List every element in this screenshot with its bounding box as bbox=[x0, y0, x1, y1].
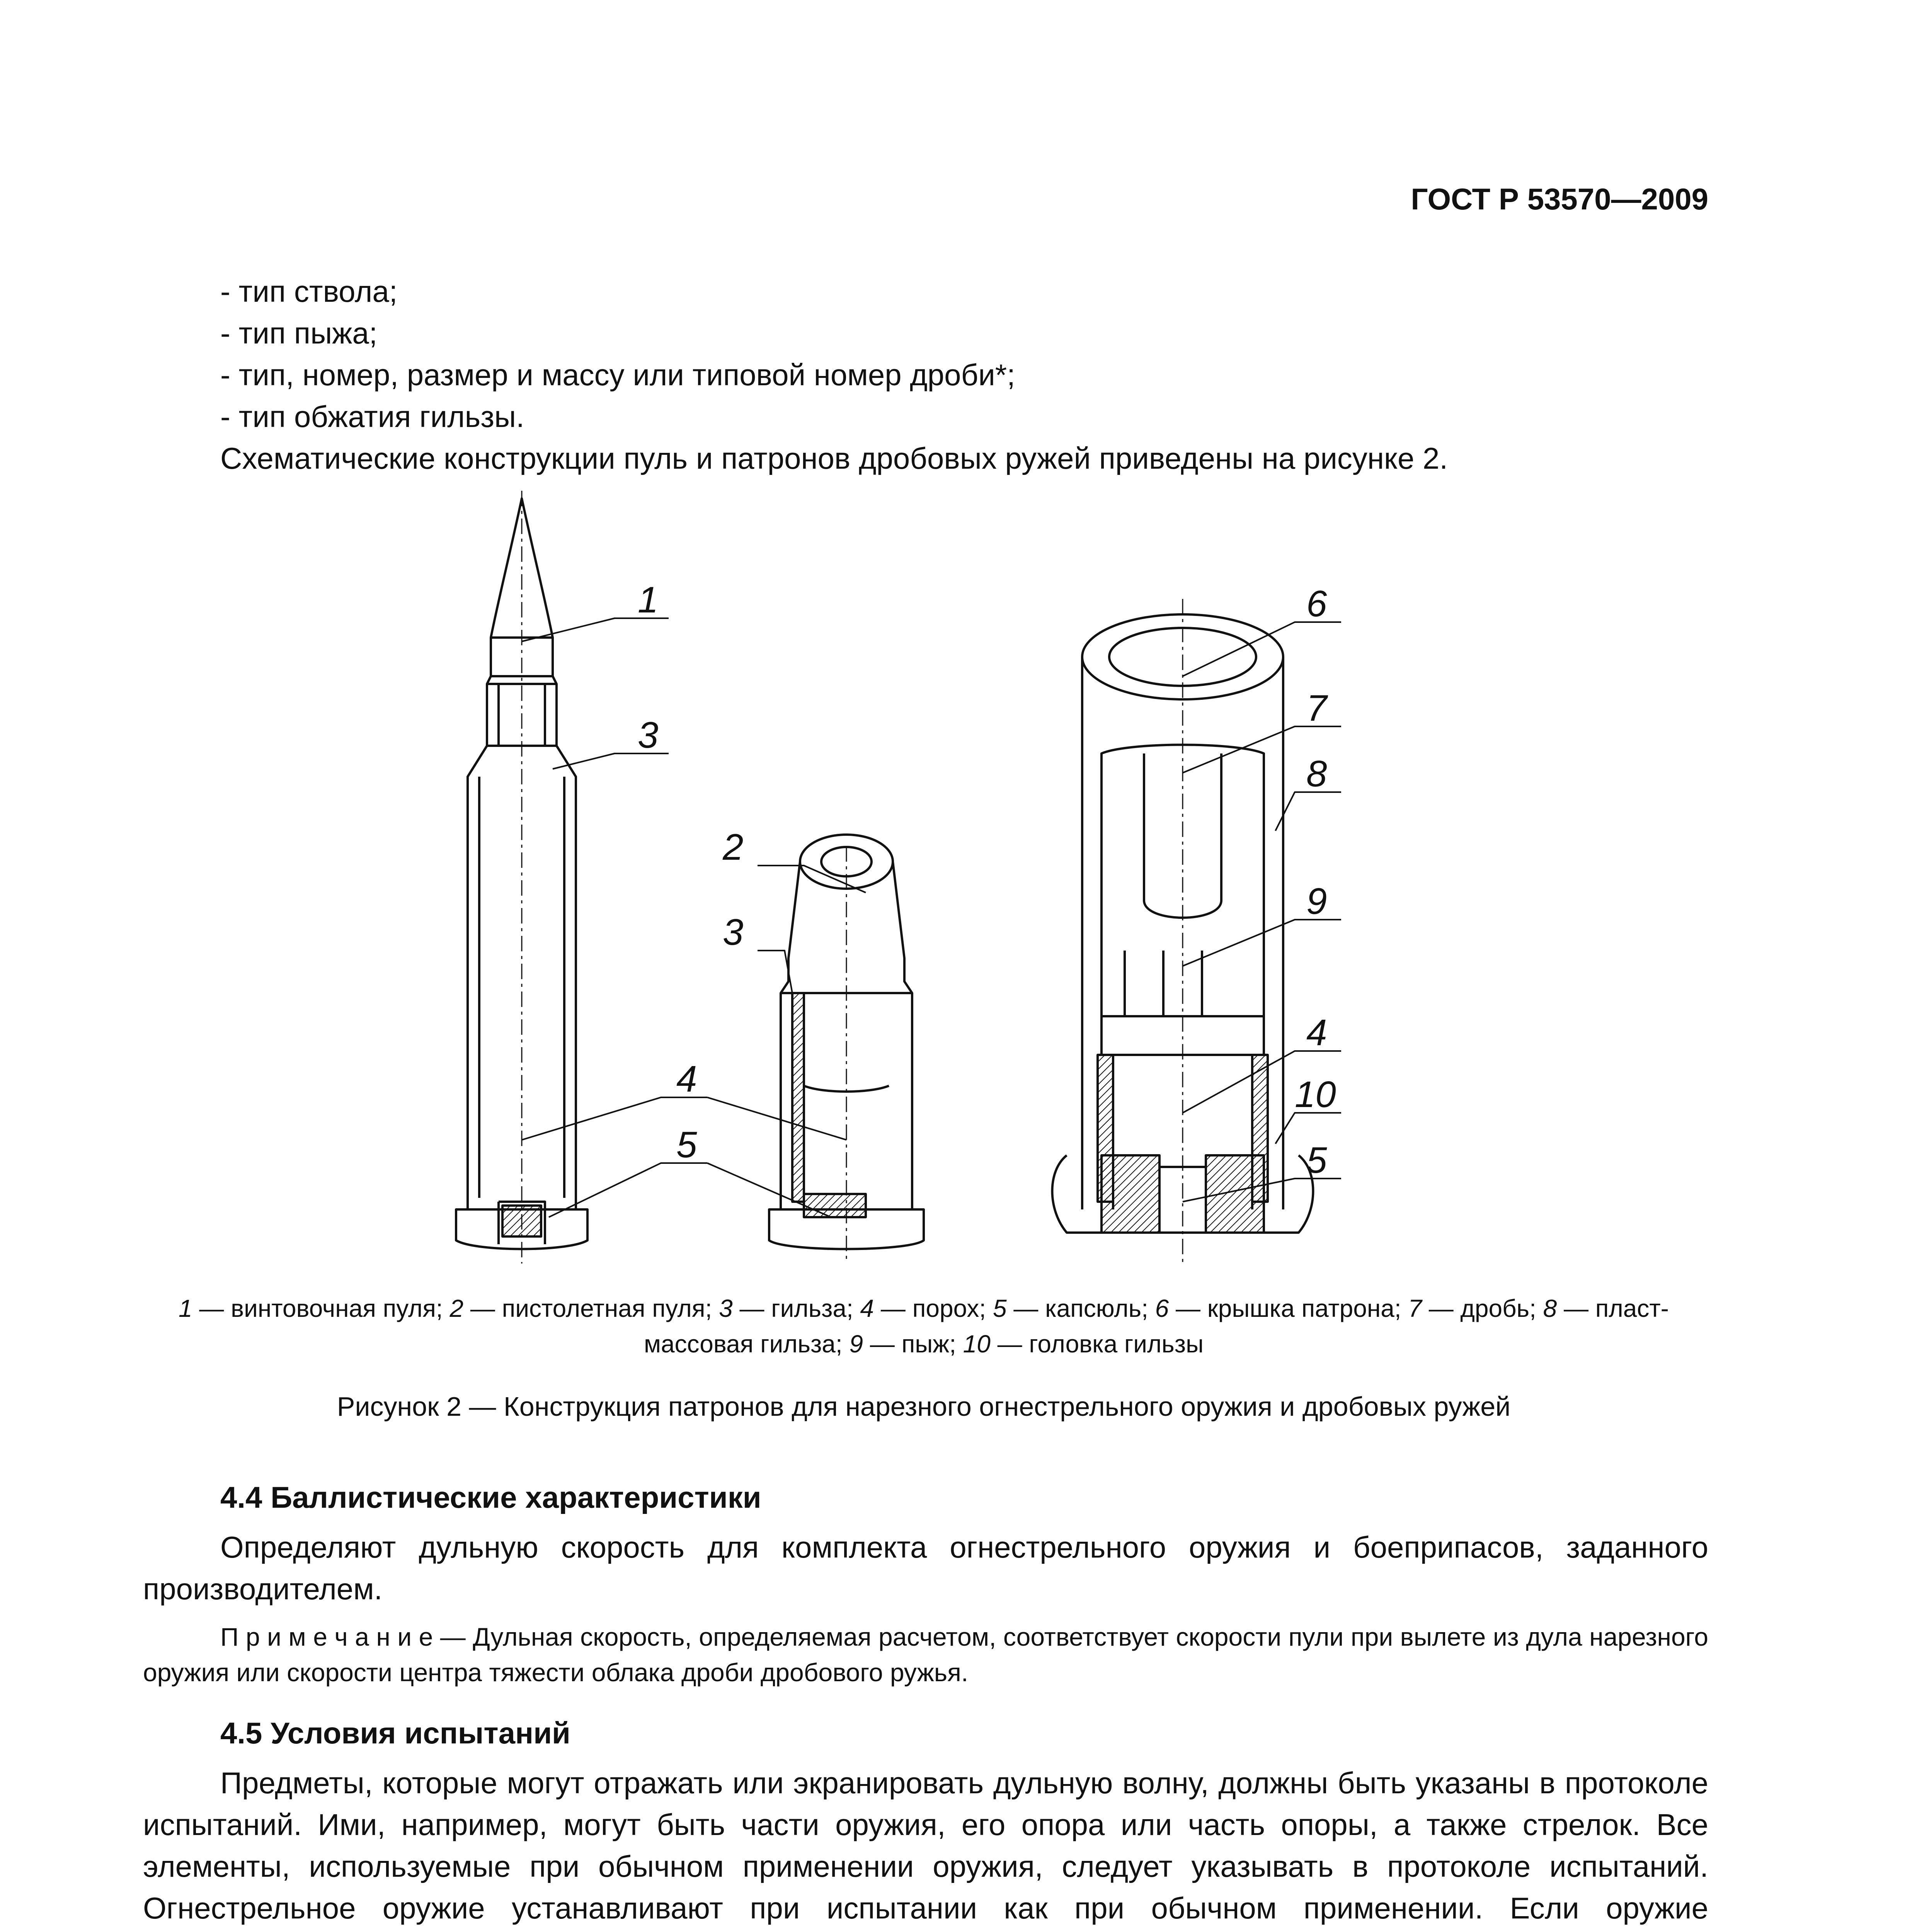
rifle-cartridge-drawing bbox=[456, 491, 587, 1264]
figure-label-4: 4 bbox=[676, 1058, 697, 1100]
figure-label-8: 8 bbox=[1306, 753, 1327, 794]
figure-label-5-shotgun: 5 bbox=[1306, 1139, 1327, 1181]
list-item: - тип ствола; bbox=[220, 274, 398, 308]
figure-label-9: 9 bbox=[1306, 881, 1327, 922]
section-4-4-text: Определяют дульную скорость для комплекта огнестрельного оружия и боеприпасов, заданного производителем. bbox=[143, 1530, 1708, 1606]
figure-label-1: 1 bbox=[638, 579, 659, 621]
list-item: - тип обжатия гильзы. bbox=[220, 400, 524, 434]
section-4-4-note: П р и м е ч а н и е — Дульная скорость, определяемая расчетом, соответствует скорости пули при вылете из дула нарезного оружия или скорости центра тяжести облака дроби дробового ружья. bbox=[143, 1622, 1708, 1687]
figure-label-3-rifle: 3 bbox=[638, 714, 659, 756]
list-item: - тип пыжа; bbox=[220, 316, 378, 350]
shotgun-cartridge-drawing bbox=[1052, 599, 1313, 1264]
section-4-5-text: Предметы, которые могут отражать или экранировать дульную волну, должны быть указаны в протоколе испытаний. Ими, например, могут быть части оружия, его опора или часть опоры, а также стрелок. Все элементы, используемые при обычном применении оружия, следует указывать в протоколе испытаний. Огнестрельное оружие устанавливают при испытании как при обычном применении. Если оружие bbox=[143, 1766, 1708, 1925]
figure-label-3-pistol: 3 bbox=[723, 912, 744, 953]
section-heading-4-5: 4.5 Условия испытаний bbox=[220, 1716, 570, 1750]
cartridge-figure bbox=[444, 475, 1449, 1279]
figure-legend: 1 — винтовочная пуля; 2 — пистолетная пуля; 3 — гильза; 4 — порох; 5 — капсюль; 6 — крышка патрона; 7 — дробь; 8 — пласт-массовая гильза; 9 — пыж; 10 — головка гильзы bbox=[179, 1294, 1669, 1358]
figure-caption: Рисунок 2 — Конструкция патронов для нарезного огнестрельного оружия и дробовых ружей bbox=[337, 1391, 1511, 1422]
figure-label-5: 5 bbox=[676, 1124, 697, 1165]
figure-label-4-shotgun: 4 bbox=[1306, 1012, 1327, 1053]
list-item: - тип, номер, размер и массу или типовой номер дроби*; bbox=[220, 358, 1015, 392]
pistol-cartridge-drawing bbox=[769, 835, 924, 1264]
section-heading-4-4: 4.4 Баллистические характеристики bbox=[220, 1480, 761, 1514]
figure-label-7: 7 bbox=[1306, 687, 1327, 729]
leader-lines bbox=[522, 618, 1341, 1217]
figure-label-10: 10 bbox=[1295, 1074, 1336, 1115]
document-code: ГОСТ Р 53570—2009 bbox=[1411, 182, 1708, 216]
figure-label-6: 6 bbox=[1306, 583, 1327, 624]
figure-label-2: 2 bbox=[723, 827, 744, 868]
intro-text: Схематические конструкции пуль и патронов дробовых ружей приведены на рисунке 2. bbox=[220, 441, 1448, 475]
